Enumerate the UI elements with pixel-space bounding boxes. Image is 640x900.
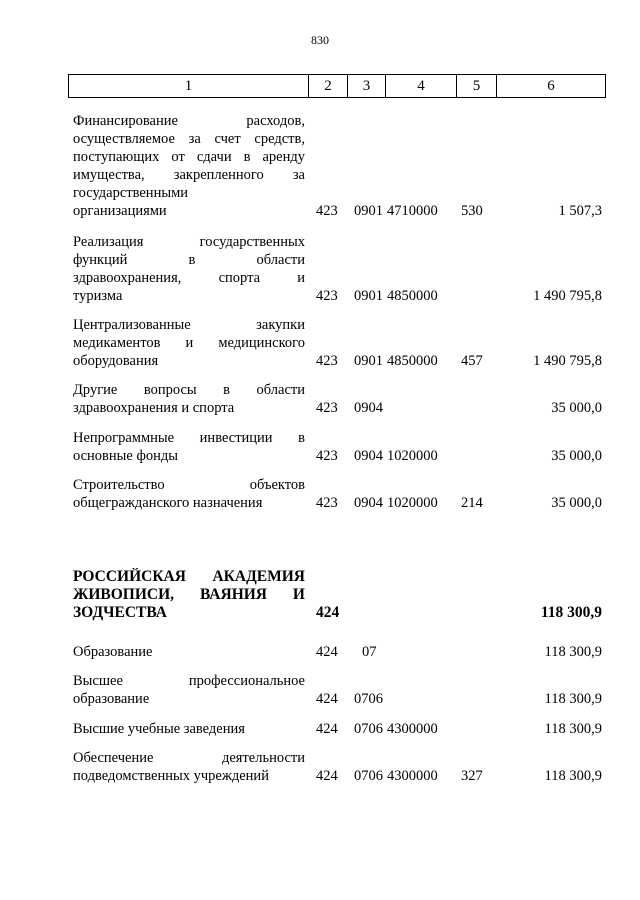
row-amount: 118 300,9: [544, 721, 602, 737]
row-ministry-code: 424: [316, 604, 340, 621]
header-col-4: 4: [386, 75, 457, 98]
row-target-code: 4710000: [387, 203, 438, 219]
row-ministry-code: 423: [316, 448, 338, 464]
row-name: [73, 672, 305, 708]
row-section-code: 07: [362, 644, 377, 660]
row-target-code: 4300000: [387, 768, 438, 784]
row-name: [73, 749, 305, 785]
row-name-line: туризма: [73, 288, 123, 304]
row-ministry-code: 423: [316, 288, 338, 304]
row-name-line: общегражданского назначения: [73, 495, 263, 511]
row-name-line: Высшее профессиональное: [73, 673, 305, 689]
row-section-code: 0904: [354, 448, 383, 464]
row-section-code: 0706: [354, 691, 383, 707]
row-target-code: 4850000: [387, 288, 438, 304]
row-ministry-code: 424: [316, 644, 338, 660]
row-target-code: 1020000: [387, 495, 438, 511]
row-name-line: организациями: [73, 203, 167, 219]
row-name-line: функций в области: [73, 252, 305, 268]
row-amount: 35 000,0: [551, 495, 602, 511]
row-name-line: ЖИВОПИСИ, ВАЯНИЯ И: [73, 586, 305, 603]
row-amount: 35 000,0: [551, 400, 602, 416]
row-expense-type-code: 327: [461, 768, 483, 784]
row-amount: 118 300,9: [544, 644, 602, 660]
row-name-line: Образование: [73, 644, 153, 660]
row-section-code: 0901: [354, 288, 383, 304]
row-section-code: 0706: [354, 768, 383, 784]
row-target-code: 4850000: [387, 353, 438, 369]
row-section-code: 0904: [354, 495, 383, 511]
row-expense-type-code: 530: [461, 203, 483, 219]
header-col-3: 3: [348, 75, 386, 98]
row-name: [73, 720, 305, 738]
row-name-line: осуществляемое за счет средств,: [73, 131, 305, 147]
row-section-code: 0901: [354, 353, 383, 369]
row-name-line: образование: [73, 691, 150, 707]
row-name-line: имущества, закрепленного за: [73, 167, 305, 183]
row-name: [73, 568, 305, 622]
row-name: [73, 643, 305, 661]
row-amount: 1 507,3: [558, 203, 602, 219]
row-ministry-code: 423: [316, 353, 338, 369]
row-name-line: Высшие учебные заведения: [73, 721, 245, 737]
row-name-line: Непрограммные инвестиции в: [73, 430, 305, 446]
row-name-line: здравоохранения и спорта: [73, 400, 235, 416]
row-name-line: поступающих от сдачи в аренду: [73, 149, 305, 165]
row-name-line: подведомственных учреждений: [73, 768, 269, 784]
row-amount: 1 490 795,8: [533, 353, 602, 369]
header-col-1: 1: [69, 75, 309, 98]
row-name-line: Реализация государственных: [73, 234, 305, 250]
row-amount: 118 300,9: [544, 768, 602, 784]
row-section-code: 0904: [354, 400, 383, 416]
row-name-line: ЗОДЧЕСТВА: [73, 604, 167, 621]
row-section-code: 0706: [354, 721, 383, 737]
row-ministry-code: 424: [316, 721, 338, 737]
row-target-code: 4300000: [387, 721, 438, 737]
row-ministry-code: 423: [316, 203, 338, 219]
row-name: [73, 381, 305, 417]
row-name: [73, 233, 305, 305]
row-name: [73, 476, 305, 512]
row-amount: 118 300,9: [544, 691, 602, 707]
row-ministry-code: 424: [316, 691, 338, 707]
row-expense-type-code: 457: [461, 353, 483, 369]
header-col-6: 6: [497, 75, 606, 98]
row-name-line: оборудования: [73, 353, 159, 369]
page-number: 830: [311, 33, 329, 47]
row-name-line: Другие вопросы в области: [73, 382, 305, 398]
row-name: [73, 316, 305, 370]
row-name-line: государственными: [73, 185, 189, 201]
row-name: [73, 112, 305, 220]
row-target-code: 1020000: [387, 448, 438, 464]
row-name: [73, 429, 305, 465]
row-name-line: Обеспечение деятельности: [73, 750, 305, 766]
row-amount: 118 300,9: [540, 604, 602, 621]
row-ministry-code: 424: [316, 768, 338, 784]
row-ministry-code: 423: [316, 495, 338, 511]
row-name-line: РОССИЙСКАЯ АКАДЕМИЯ: [73, 568, 305, 585]
row-ministry-code: 423: [316, 400, 338, 416]
row-name-line: основные фонды: [73, 448, 178, 464]
row-amount: 35 000,0: [551, 448, 602, 464]
row-expense-type-code: 214: [461, 495, 483, 511]
row-name-line: Централизованные закупки: [73, 317, 305, 333]
row-name-line: медикаментов и медицинского: [73, 335, 305, 351]
row-name-line: здравоохранения, спорта и: [73, 270, 305, 286]
header-col-5: 5: [457, 75, 497, 98]
row-name-line: Финансирование расходов,: [73, 113, 305, 129]
row-name-line: Строительство объектов: [73, 477, 305, 493]
header-col-2: 2: [309, 75, 348, 98]
row-amount: 1 490 795,8: [533, 288, 602, 304]
row-section-code: 0901: [354, 203, 383, 219]
